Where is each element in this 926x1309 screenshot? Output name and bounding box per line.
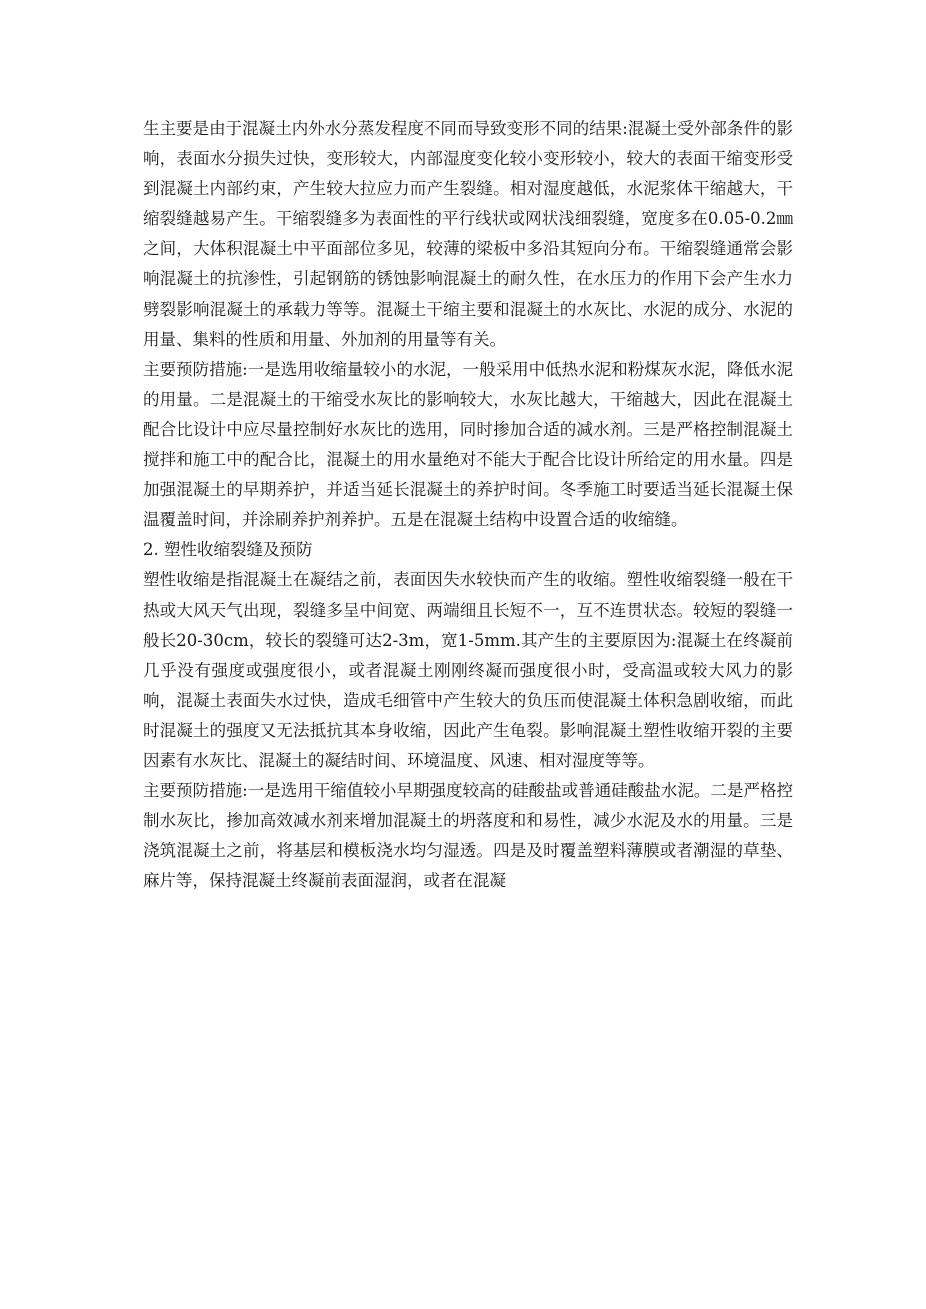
paragraph-plastic-shrinkage-prevention: 主要预防措施:一是选用干缩值较小早期强度较高的硅酸盐或普通硅酸盐水泥。二是严格控制水灰比，掺加高效减水剂来增加混凝土的坍落度和和易性，减少水泥及水的用量。三是浇筑混凝土之前，将基层和模板浇水均匀湿透。四是及时覆盖塑料薄膜或者潮湿的草垫、麻片等，保持混凝土终凝前表面湿润，或者在混凝 [143,781,793,891]
paragraph-drying-shrinkage-prevention: 主要预防措施:一是选用收缩量较小的水泥，一般采用中低热水泥和粉煤灰水泥，降低水泥的用量。二是混凝土的干缩受水灰比的影响较大，水灰比越大，干缩越大，因此在混凝土配合比设计中应尽量控制好水灰比的选用，同时掺加合适的减水剂。三是严格控制混凝土搅拌和施工中的配合比，混凝土的用水量绝对不能大于配合比设计所给定的用水量。四是加强混凝土的早期养护，并适当延长混凝土的养护时间。冬季施工时要适当延长混凝土保温覆盖时间，并涂刷养护剂养护。五是在混凝土结构中设置合适的收缩缝。 [143,359,793,530]
paragraph-plastic-shrinkage-cause: 塑性收缩是指混凝土在凝结之前，表面因失水较快而产生的收缩。塑性收缩裂缝一般在干热或大风天气出现，裂缝多呈中间宽、两端细且长短不一，互不连贯状态。较短的裂缝一般长20-30cm，较长的裂缝可达2-3m，宽1-5mm.其产生的主要原因为:混凝土在终凝前几乎没有强度或强度很小，或者混凝土刚刚终凝而强度很小时，受高温或较大风力的影响，混凝土表面失水过快，造成毛细管中产生较大的负压而使混凝土体积急剧收缩，而此时混凝土的强度又无法抵抗其本身收缩，因此产生龟裂。影响混凝土塑性收缩开裂的主要因素有水灰比、混凝土的凝结时间、环境温度、风速、相对湿度等等。 [143,570,793,770]
paragraph-drying-shrinkage-cause: 生主要是由于混凝土内外水分蒸发程度不同而导致变形不同的结果:混凝土受外部条件的影响，表面水分损失过快，变形较大，内部湿度变化较小变形较小，较大的表面干缩变形受到混凝土内部约束，产生较大拉应力而产生裂缝。相对湿度越低，水泥浆体干缩越大，干缩裂缝越易产生。干缩裂缝多为表面性的平行线状或网状浅细裂缝，宽度多在0.05-0.2㎜之间，大体积混凝土中平面部位多见，较薄的梁板中多沿其短向分布。干缩裂缝通常会影响混凝土的抗渗性，引起钢筋的锈蚀影响混凝土的耐久性，在水压力的作用下会产生水力劈裂影响混凝土的承载力等等。混凝土干缩主要和混凝土的水灰比、水泥的成分、水泥的用量、集料的性质和用量、外加剂的用量等有关。 [143,119,793,349]
document-body [143,114,793,896]
section-heading-plastic-shrinkage: 2. 塑性收缩裂缝及预防 [143,540,313,560]
